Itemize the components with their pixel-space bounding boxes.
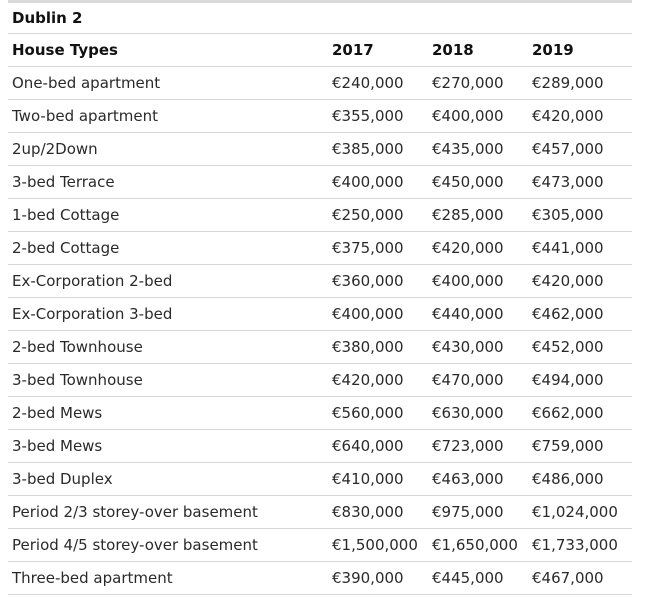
cell-price-2018: €400,000	[428, 100, 528, 133]
cell-house-type: 2-bed Mews	[8, 397, 328, 430]
table-body	[8, 67, 632, 595]
cell-price-2018: €420,000	[428, 232, 528, 265]
table-row	[8, 562, 632, 595]
header-year-2017: 2017	[328, 34, 428, 67]
cell-price-2019: €420,000	[528, 265, 632, 298]
cell-price-2019: €441,000	[528, 232, 632, 265]
cell-price-2017: €420,000	[328, 364, 428, 397]
house-price-table	[8, 34, 632, 595]
header-year-2019: 2019	[528, 34, 632, 67]
cell-house-type: 2-bed Townhouse	[8, 331, 328, 364]
cell-price-2018: €1,650,000	[428, 529, 528, 562]
table-row	[8, 529, 632, 562]
cell-price-2019: €662,000	[528, 397, 632, 430]
cell-price-2017: €375,000	[328, 232, 428, 265]
table-row	[8, 397, 632, 430]
cell-price-2019: €289,000	[528, 67, 632, 100]
table-row	[8, 496, 632, 529]
table-caption: Dublin 2	[8, 3, 632, 34]
cell-price-2018: €435,000	[428, 133, 528, 166]
cell-house-type: 3-bed Terrace	[8, 166, 328, 199]
cell-price-2019: €462,000	[528, 298, 632, 331]
cell-price-2018: €463,000	[428, 463, 528, 496]
cell-price-2017: €240,000	[328, 67, 428, 100]
table-row	[8, 298, 632, 331]
table-row	[8, 463, 632, 496]
cell-price-2018: €450,000	[428, 166, 528, 199]
cell-house-type: Period 2/3 storey-over basement	[8, 496, 328, 529]
cell-price-2019: €1,024,000	[528, 496, 632, 529]
cell-house-type: Period 4/5 storey-over basement	[8, 529, 328, 562]
cell-price-2019: €305,000	[528, 199, 632, 232]
table-row	[8, 232, 632, 265]
cell-price-2017: €410,000	[328, 463, 428, 496]
cell-price-2018: €270,000	[428, 67, 528, 100]
cell-house-type: 2up/2Down	[8, 133, 328, 166]
cell-price-2018: €445,000	[428, 562, 528, 595]
table-row	[8, 430, 632, 463]
header-row	[8, 34, 632, 67]
header-house-types: House Types	[8, 34, 328, 67]
cell-house-type: Three-bed apartment	[8, 562, 328, 595]
cell-price-2017: €380,000	[328, 331, 428, 364]
cell-price-2018: €975,000	[428, 496, 528, 529]
table-row	[8, 166, 632, 199]
cell-price-2017: €400,000	[328, 298, 428, 331]
cell-price-2017: €360,000	[328, 265, 428, 298]
table-row	[8, 199, 632, 232]
cell-price-2019: €486,000	[528, 463, 632, 496]
cell-price-2019: €452,000	[528, 331, 632, 364]
cell-price-2018: €430,000	[428, 331, 528, 364]
cell-price-2018: €440,000	[428, 298, 528, 331]
cell-price-2017: €250,000	[328, 199, 428, 232]
price-table-container	[8, 0, 632, 595]
cell-house-type: 3-bed Mews	[8, 430, 328, 463]
cell-price-2019: €467,000	[528, 562, 632, 595]
table-row	[8, 364, 632, 397]
cell-price-2019: €457,000	[528, 133, 632, 166]
cell-price-2019: €759,000	[528, 430, 632, 463]
cell-house-type: 1-bed Cottage	[8, 199, 328, 232]
table-row	[8, 100, 632, 133]
cell-price-2017: €640,000	[328, 430, 428, 463]
cell-price-2017: €385,000	[328, 133, 428, 166]
cell-price-2019: €420,000	[528, 100, 632, 133]
cell-price-2018: €400,000	[428, 265, 528, 298]
cell-price-2018: €470,000	[428, 364, 528, 397]
table-row	[8, 67, 632, 100]
cell-price-2018: €723,000	[428, 430, 528, 463]
table-row	[8, 331, 632, 364]
table-row	[8, 133, 632, 166]
cell-price-2017: €390,000	[328, 562, 428, 595]
table-row	[8, 265, 632, 298]
cell-house-type: 2-bed Cottage	[8, 232, 328, 265]
cell-price-2017: €355,000	[328, 100, 428, 133]
cell-house-type: One-bed apartment	[8, 67, 328, 100]
cell-price-2018: €630,000	[428, 397, 528, 430]
cell-price-2019: €494,000	[528, 364, 632, 397]
cell-house-type: 3-bed Townhouse	[8, 364, 328, 397]
cell-price-2017: €1,500,000	[328, 529, 428, 562]
cell-house-type: 3-bed Duplex	[8, 463, 328, 496]
cell-price-2019: €473,000	[528, 166, 632, 199]
header-year-2018: 2018	[428, 34, 528, 67]
cell-price-2017: €560,000	[328, 397, 428, 430]
cell-price-2017: €830,000	[328, 496, 428, 529]
cell-house-type: Two-bed apartment	[8, 100, 328, 133]
cell-price-2019: €1,733,000	[528, 529, 632, 562]
cell-house-type: Ex-Corporation 2-bed	[8, 265, 328, 298]
cell-price-2018: €285,000	[428, 199, 528, 232]
cell-price-2017: €400,000	[328, 166, 428, 199]
cell-house-type: Ex-Corporation 3-bed	[8, 298, 328, 331]
